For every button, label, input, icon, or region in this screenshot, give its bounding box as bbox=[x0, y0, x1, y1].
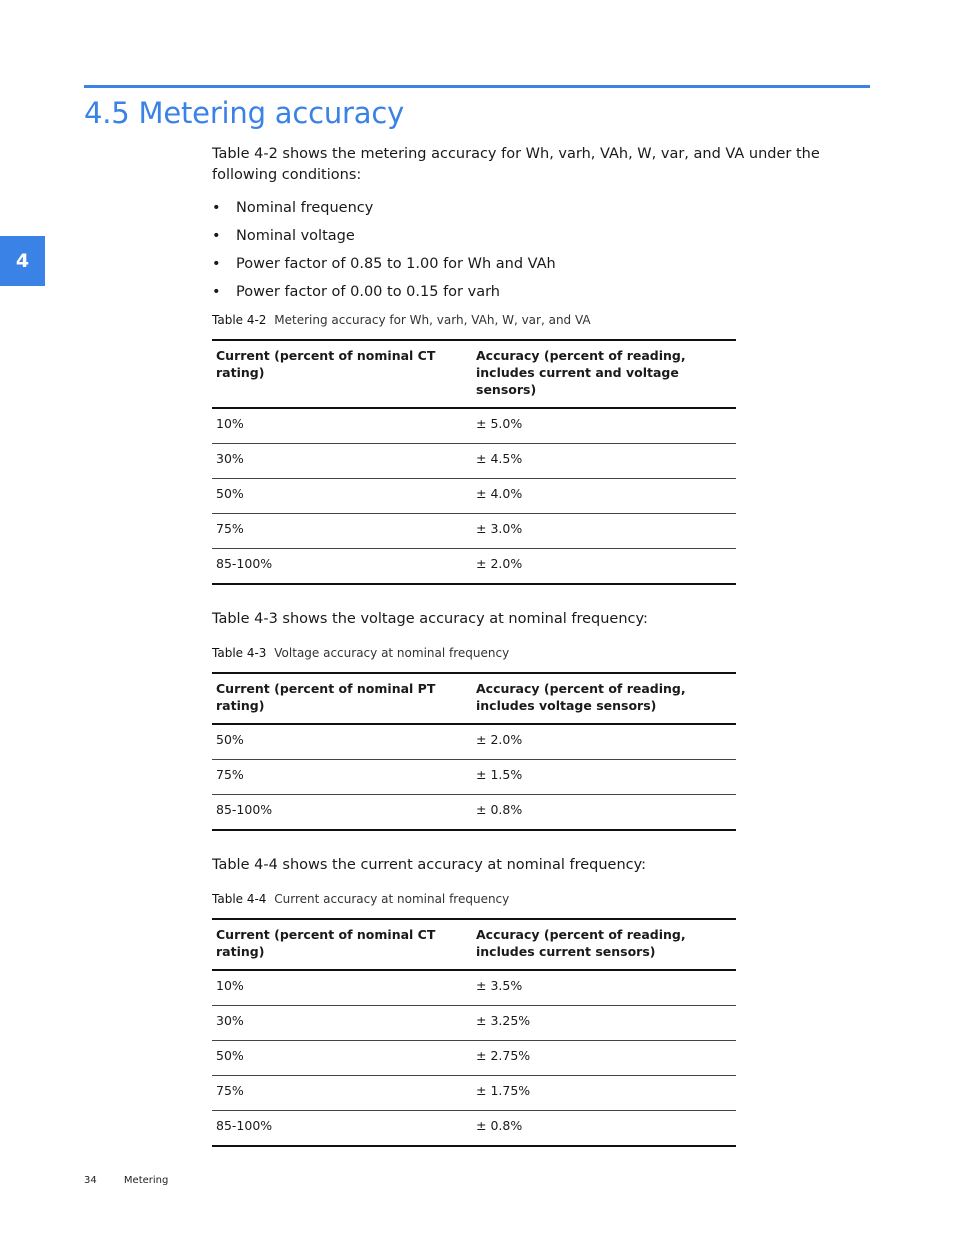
page-footer bbox=[84, 1175, 168, 1186]
bullet-icon: • bbox=[212, 228, 221, 244]
page-number: 34 bbox=[84, 1175, 97, 1186]
table-4-4 bbox=[212, 918, 736, 1147]
table-4-3 bbox=[212, 672, 736, 831]
table-row: 85-100% ± 0.8% bbox=[212, 1111, 736, 1147]
table-caption: Table 4-3 Voltage accuracy at nominal frequency bbox=[212, 646, 510, 660]
column-header: Current (percent of nominal CT rating) bbox=[212, 340, 472, 408]
list-item: • Nominal frequency bbox=[212, 200, 374, 216]
table-row: 75% ± 3.0% bbox=[212, 514, 736, 549]
list-item: • Power factor of 0.00 to 0.15 for varh bbox=[212, 284, 500, 300]
chapter-tab: 4 bbox=[0, 236, 45, 286]
table-row: 85-100% ± 0.8% bbox=[212, 795, 736, 831]
table-caption: Table 4-2 Metering accuracy for Wh, varh, VAh, W, var, and VA bbox=[212, 313, 591, 327]
column-header: Accuracy (percent of reading, includes current sensors) bbox=[472, 919, 736, 970]
table-lead-paragraph: Table 4-4 shows the current accuracy at nominal frequency: bbox=[212, 857, 647, 873]
table-row: 85-100% ± 2.0% bbox=[212, 549, 736, 585]
table-row: 50% ± 2.0% bbox=[212, 724, 736, 760]
table-row: 30% ± 4.5% bbox=[212, 444, 736, 479]
conditions-list bbox=[212, 198, 862, 310]
column-header: Current (percent of nominal PT rating) bbox=[212, 673, 472, 724]
list-item: • Nominal voltage bbox=[212, 228, 355, 244]
bullet-icon: • bbox=[212, 256, 221, 272]
bullet-icon: • bbox=[212, 200, 221, 216]
table-caption: Table 4-4 Current accuracy at nominal frequency bbox=[212, 892, 510, 906]
table-lead-paragraph: Table 4-3 shows the voltage accuracy at nominal frequency: bbox=[212, 611, 648, 627]
table-row: 10% ± 5.0% bbox=[212, 408, 736, 444]
main-content bbox=[212, 144, 862, 1147]
column-header: Accuracy (percent of reading, includes current and voltage sensors) bbox=[472, 340, 736, 408]
bullet-icon: • bbox=[212, 284, 221, 300]
table-row: 10% ± 3.5% bbox=[212, 970, 736, 1006]
list-item: • Power factor of 0.85 to 1.00 for Wh and VAh bbox=[212, 256, 556, 272]
table-row: 50% ± 2.75% bbox=[212, 1041, 736, 1076]
table-row: 30% ± 3.25% bbox=[212, 1006, 736, 1041]
table-header-row bbox=[212, 919, 736, 970]
table-row: 75% ± 1.75% bbox=[212, 1076, 736, 1111]
footer-section-name: Metering bbox=[123, 1175, 169, 1186]
table-4-2 bbox=[212, 339, 736, 585]
table-header-row bbox=[212, 673, 736, 724]
header-rule bbox=[84, 85, 870, 88]
table-header-row bbox=[212, 340, 736, 408]
column-header: Accuracy (percent of reading, includes voltage sensors) bbox=[472, 673, 736, 724]
table-row: 75% ± 1.5% bbox=[212, 760, 736, 795]
table-row: 50% ± 4.0% bbox=[212, 479, 736, 514]
intro-paragraph: Table 4-2 shows the metering accuracy for Wh, varh, VAh, W, var, and VA under the following conditions: bbox=[212, 146, 820, 183]
column-header: Current (percent of nominal CT rating) bbox=[212, 919, 472, 970]
page-title: 4.5 Metering accuracy bbox=[84, 96, 405, 130]
